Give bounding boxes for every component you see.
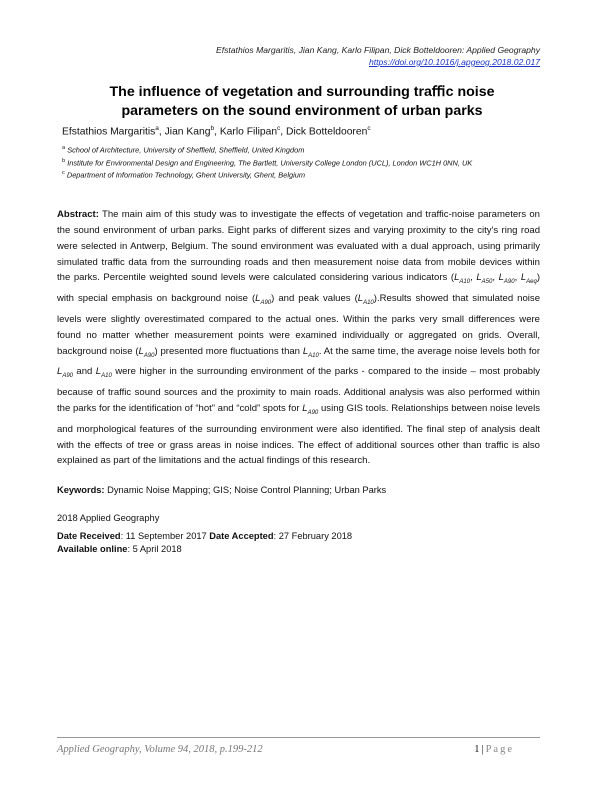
page-word: Page: [485, 744, 514, 755]
indicator-subscript: A90: [62, 373, 73, 380]
affiliation-item: [62, 168, 548, 181]
author-name: Dick Botteldooren: [286, 126, 368, 138]
affiliation-text: Department of Information Technology, Ghent University, Ghent, Belgium: [66, 170, 305, 180]
indicator-subscript: A90: [307, 409, 319, 416]
author-list: Efstathios Margaritis$^a$, Jian Kang$^b$, Karlo Filipan$^c$, Dick Botteldooren$^c$: [62, 125, 371, 138]
footer-citation: Applied Geography, Volume 94, 2018, p.199-212: [57, 744, 263, 755]
doi-link[interactable]: https://doi.org/10.1016/j.apgeog.2018.02.017: [368, 57, 540, 67]
accepted-label: Date Accepted: [209, 531, 274, 541]
keywords-label: Keywords:: [57, 485, 105, 495]
journal-year: 2018 Applied Geography: [57, 513, 160, 523]
indicator-subscript: A90: [503, 279, 515, 286]
abstract-text: ) presented more fluctuations than: [154, 345, 303, 357]
title-line-2: parameters on the sound environment of urban parks: [121, 103, 483, 119]
title-line-1: The influence of vegetation and surrounding traﬃc noise: [109, 84, 495, 100]
page-separator: |: [481, 744, 484, 755]
indicator-subscript: A10: [459, 279, 471, 286]
author-affil-mark: a: [155, 125, 159, 132]
received-label: Date Received: [57, 531, 121, 541]
affiliation-text: School of Architecture, University of Sheffield, Sheffield, United Kingdom: [67, 145, 305, 155]
footer-divider: [57, 737, 540, 738]
author-name: Jian Kang: [164, 126, 211, 138]
author-affil-mark: c: [367, 125, 371, 132]
author-name: Efstathios Margaritis: [62, 126, 156, 138]
affiliation-mark: a: [62, 145, 66, 151]
page-number: 1: [474, 744, 480, 755]
indicator-subscript: A10: [363, 300, 374, 307]
author-affil-mark: c: [277, 125, 281, 132]
abstract-text: using GIS tools. Relationships between noise levels and morphological features of the surrounding environment were also identified. The final step of analysis dealt with the effects of tree or grass areas in noise indices. The effect of additional sources other than traffic is also explained as part of the limitations and the actual findings of this research.: [57, 402, 540, 467]
affiliation-list: [62, 143, 548, 181]
indicator-subscript: A90: [260, 300, 272, 307]
indicator-subscript: A10: [101, 373, 112, 380]
keywords: [57, 485, 386, 495]
abstract-text: The main aim of this study was to investigate the effects of vegetation and traffic-noise parameters on the sound environment of urban parks. Eight parks of different sizes and varying proximity to the city's ring road were selected in Antwerp, Belgium. The sound environment was evaluated with a dual approach, using primarily simulated traffic data from the surrounding roads and then measurement noise data from mobile devices within the parks. Percentile weighted sound levels were calculated considering various indicators (: [57, 209, 540, 284]
online-date: : 5 April 2018: [127, 543, 182, 554]
affiliation-text: Institute for Environmental Design and Engineering, The Bartlett, University College London (UCL), London WC1H 0NN, UK: [67, 158, 473, 168]
abstract-label: Abstract:: [57, 209, 99, 220]
affiliation-item: [62, 143, 548, 156]
publication-dates: [57, 530, 352, 555]
abstract-text: ).Results showed that simulated noise levels were slightly overestimated compared to the actual ones. Within the parks very small differences were found no matter whether measurement points were examined individually or aggregated on grids. Overall, background noise (: [57, 293, 541, 357]
abstract-text: and: [73, 366, 96, 378]
paper-title: [62, 83, 542, 121]
abstract-text: ) and peak values (: [271, 293, 358, 305]
affiliation-mark: c: [62, 170, 65, 177]
affiliation-item: [62, 156, 548, 169]
abstract-text: ) with special emphasis on background noise (: [57, 272, 541, 305]
footer-page: [474, 744, 514, 755]
abstract: Abstract: The main aim of this study was to investigate the effects of vegetation and traffic-noise parameters on the sound environment of urban parks. Eight parks of different sizes and varying proximity to the city's ring road were selected in Antwerp, Belgium. The sound environment was evaluated with a dual approach, using primarily simulated traffic data from the surrounding roads and then measurement noise data from mobile devices within the parks. Percentile weighted sound levels were calculated considering various indicators ($L_{A10}$, $L_{A50}$, $L_{A90}$, $L_{Aeq}$) with special emphasis on background noise $(L_{A90})$ and peak values $(L_{A10}).Results$ showed that simulated noise levels were slightly overestimated compared to the actual ones. Within the parks very small differences were found no matter whether measurement points were examined individually or aggregated on grids. Overall, background noise $(L_{A90})$ presented more fluctuations than $L_{A10}$. At the same time, the average noise levels both for $L_{A90}$ and $L_{A10}$ were higher in the surrounding environment of the parks - compared to the inside – most probably because of traffic sound sources and the proximity to main roads. Additional analysis was also performed within the parks for the identification of “hot” and “cold” spots for $L_{A90}$ using GIS tools. Relationships between noise levels and morphological features of the surrounding environment were also identified. The final step of analysis dealt with the effects of tree or grass areas in noise indices. The effect of additional sources other than traffic is also explained as part of the limitations and the actual findings of this research.: [57, 209, 541, 467]
running-head-authors: Efstathios Margaritis, Jian Kang, Karlo Filipan, Dick Botteldooren: Applied Geography: [215, 45, 540, 55]
keywords-text: Dynamic Noise Mapping; GIS; Noise Control Planning; Urban Parks: [107, 485, 387, 495]
online-label: Available online: [57, 543, 128, 554]
dates-line-2: [57, 543, 352, 556]
indicator-subscript: Aeq: [526, 279, 537, 286]
author-affil-mark: b: [210, 125, 215, 132]
indicator-subscript: A50: [481, 279, 493, 286]
indicator-subscript: A10: [308, 352, 319, 359]
abstract-text: were higher in the surrounding environment of the parks - compared to the inside – most probably because of traffic sound sources and the proximity to main roads. Additional analysis was also performed within the parks for the identification of “hot” and “cold” spots for: [57, 366, 540, 414]
indicator-subscript: A90: [143, 352, 155, 359]
author-name: Karlo Filipan: [219, 126, 278, 138]
received-date: : 11 September 2017: [120, 531, 210, 541]
affiliation-mark: b: [62, 157, 66, 164]
abstract-text: . At the same time, the average noise levels both for: [318, 345, 541, 357]
accepted-date: : 27 February 2018: [273, 531, 353, 541]
dates-line-1: [57, 530, 352, 543]
running-head: [216, 44, 540, 68]
